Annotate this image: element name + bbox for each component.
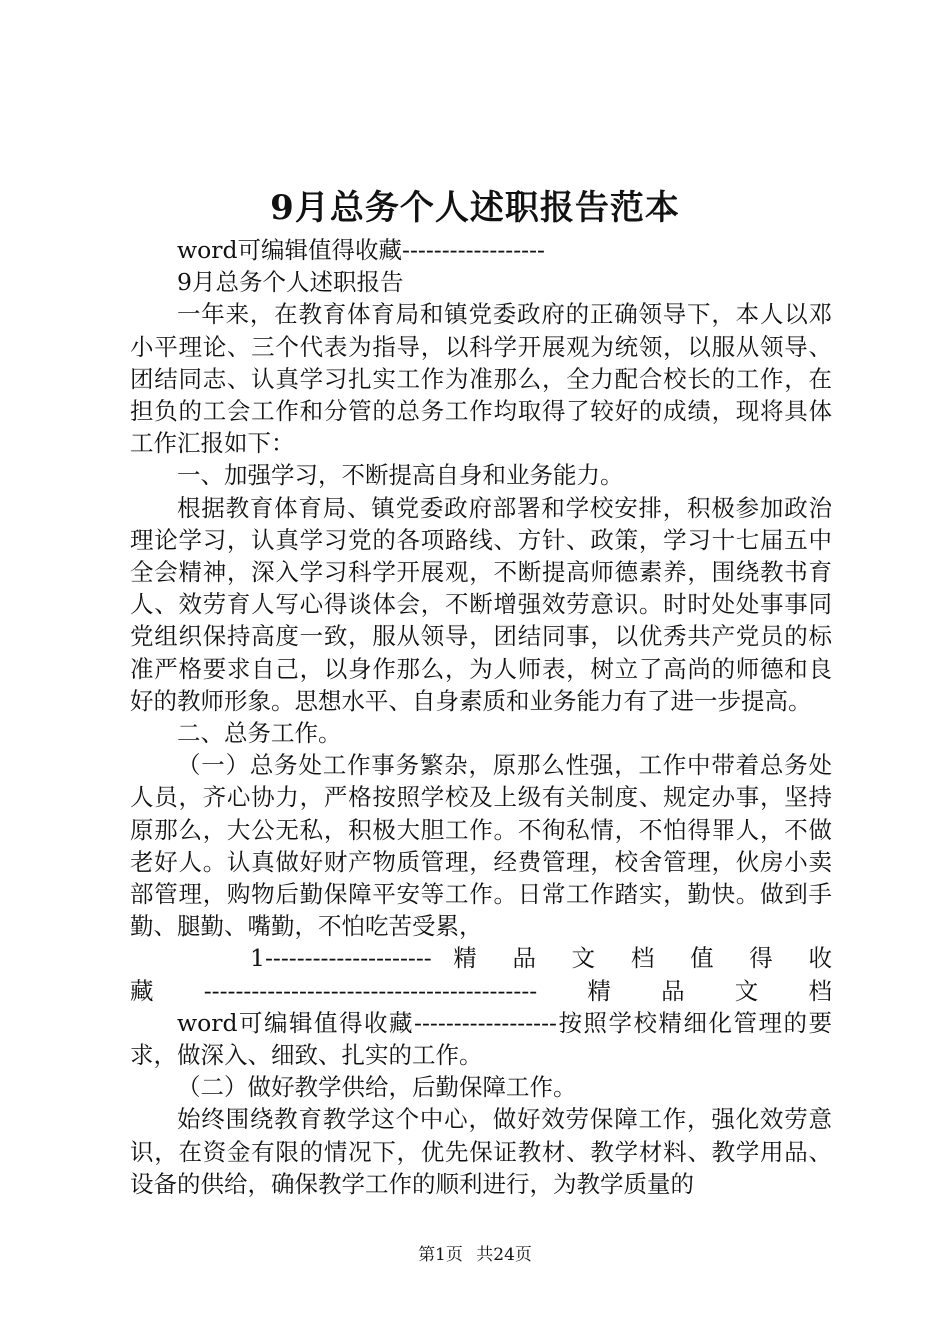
- page-total: 共24页: [476, 1245, 532, 1265]
- separator-line-2: 藏------------------------------------------精品文档: [130, 976, 832, 1005]
- separator-line-1: 1--------------------- 精 品 文 档 值 得 收: [250, 944, 832, 973]
- paragraph-general-affairs: （一）总务处工作事务繁杂，原那么性强，工作中带着总务处人员，齐心协力，严格按照学校及上级有关制度、规定办事，坚持原那么，大公无私，积极大胆工作。不徇私情，不怕得罪人，不做老好人。认真做好财产物质管理，经费管理，校舍管理，伙房小卖部管理，购物后勤保障平安等工作。日常工作踏实，勤快。做到手勤、腿勤、嘴勤，不怕吃苦受累，: [130, 751, 832, 941]
- paragraph-intro: 一年来，在教育体育局和镇党委政府的正确领导下，本人以邓小平理论、三个代表为指导，以科学开展观为统领，以服从领导、团结同志、认真学习扎实工作为准那么，全力配合校长的工作，在担负的工会工作和分管的总务工作均取得了较好的成绩，现将具体工作汇报如下：: [130, 300, 832, 458]
- page-number: 第1页: [418, 1245, 463, 1265]
- document-title: 9月总务个人述职报告范本: [270, 188, 680, 228]
- paragraph-watermark-header: word可编辑值得收藏------------------: [177, 236, 545, 264]
- paragraph-study: 根据教育体育局、镇党委政府部署和学校安排，积极参加政治理论学习，认真学习党的各项路线、方针、政策，学习十七届五中全会精神，深入学习科学开展观，不断提高师德素养，围绕教书育人、效劳育人写心得谈体会，不断增强效劳意识。时时处处事事同党组织保持高度一致，服从领导，团结同事，以优秀共产党员的标准严格要求自己，以身作那么，为人师表，树立了高尚的师德和良好的教师形象。思想水平、自身素质和业务能力有了进一步提高。: [130, 493, 832, 715]
- paragraph-teaching-support: 始终围绕教育教学这个中心，做好效劳保障工作，强化效劳意识，在资金有限的情况下，优先保证教材、教学材料、教学用品、设备的供给，确保教学工作的顺利进行，为教学质量的: [130, 1105, 832, 1198]
- section-heading-2: 二、总务工作。: [177, 719, 342, 748]
- paragraph-management: word可编辑值得收藏------------------按照学校精细化管理的要求，做深入、细致、扎实的工作。: [130, 1008, 832, 1070]
- section-heading-2-2: （二）做好教学供给，后勤保障工作。: [177, 1073, 577, 1102]
- section-heading-1: 一、加强学习，不断提高自身和业务能力。: [177, 461, 624, 490]
- paragraph-subtitle: 9月总务个人述职报告: [177, 268, 404, 297]
- document-body: [130, 234, 832, 1200]
- page-footer: [0, 1243, 950, 1267]
